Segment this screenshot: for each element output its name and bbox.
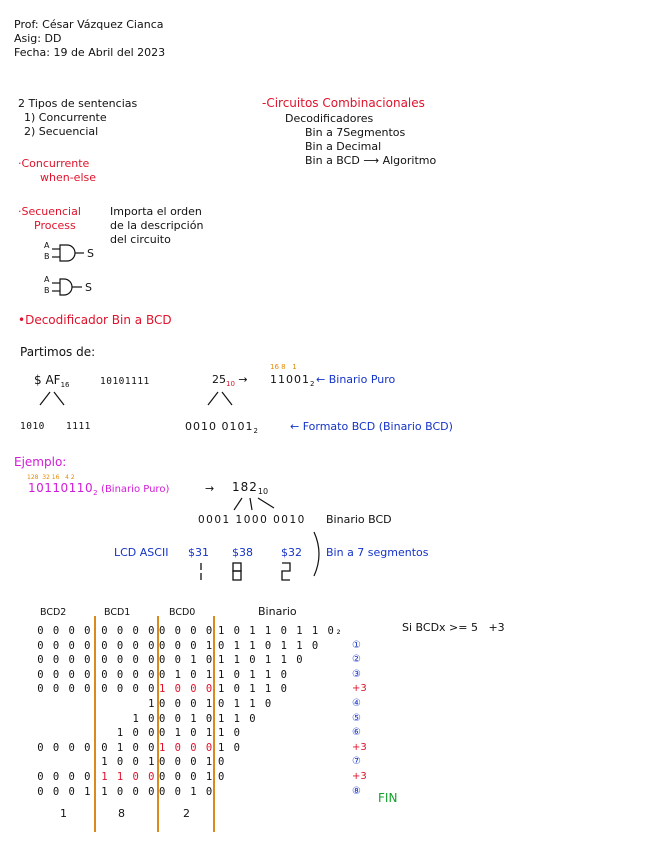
- concurrente-title: ·Concurrente: [18, 157, 90, 170]
- dec-bin-sub: 2: [310, 380, 315, 389]
- bcd0-cell: 0 0 0 1: [159, 771, 214, 783]
- bcd2-cell: 0 0 0 0: [37, 741, 92, 754]
- ejemplo-dec: [232, 480, 268, 496]
- step-marker: +3: [352, 683, 367, 695]
- prof-line: Prof: César Vázquez Cianca: [14, 18, 164, 31]
- circuitos-item-2: Bin a Decimal: [305, 140, 382, 153]
- ejemplo-bin-sub: 2: [93, 489, 98, 498]
- ejemplo-weights: 128 32 16 4 2: [27, 474, 75, 481]
- secuencial-note-2: de la descripción: [110, 219, 204, 232]
- binary-cell: 1 0 1 1 0 1 1 0₂: [218, 625, 344, 637]
- dec-weights: 16 8 1: [270, 363, 297, 371]
- ascii-3: $32: [281, 546, 302, 559]
- ejemplo-arrow-icon: →: [205, 482, 215, 495]
- step-marker: ②: [352, 654, 361, 666]
- table-row: [0, 640, 655, 654]
- bcd0-cell: 1 0 0 0: [159, 683, 214, 696]
- bcd1-cell: 1 0 0 1: [101, 756, 156, 769]
- binary-cell: 1 1 0 1 1 0: [218, 654, 305, 667]
- lcd-ascii-label: LCD ASCII: [114, 546, 169, 559]
- header-binario: Binario: [258, 605, 297, 618]
- dec-split-lines: [200, 390, 240, 408]
- ejemplo-split-lines: [228, 496, 278, 514]
- hex-example: [34, 373, 69, 389]
- secuencial-title: ·Secuencial: [18, 205, 81, 218]
- step-marker: ③: [352, 668, 361, 680]
- segment-digit-2: [282, 563, 290, 580]
- header-bcd2: BCD2: [40, 607, 67, 618]
- hex-value: $ AF: [34, 373, 61, 387]
- step-marker: ⑥: [352, 727, 361, 739]
- fin-label: FIN: [378, 791, 398, 805]
- tipos-item-2: 2) Secuencial: [24, 125, 99, 138]
- circuitos-item-1: Bin a 7Segmentos: [305, 126, 406, 139]
- brace-icon: [312, 530, 326, 578]
- bcd2-cell: 0 0 0 1: [37, 785, 92, 798]
- gate2-b-label: B: [44, 286, 50, 295]
- gate1-out-label: S: [87, 247, 94, 260]
- bcd1-cell: 1: [101, 698, 156, 710]
- final-digit-2: 2: [183, 807, 190, 820]
- ejemplo-bin-value: 10110110: [28, 481, 94, 495]
- ascii-1: $31: [188, 546, 209, 559]
- bcd2-cell: 0 0 0 0: [37, 683, 92, 696]
- step-marker: ⑦: [352, 756, 361, 768]
- table-row: [0, 742, 655, 756]
- bcd0-cell: 0 0 0 1: [159, 639, 214, 652]
- concurrente-sub: when-else: [40, 171, 96, 184]
- bcd1-cell: 1 1 0 0: [101, 771, 156, 783]
- binary-cell: 1 0 1 1 0: [218, 668, 289, 681]
- hex-right-split: 1111: [66, 421, 91, 432]
- circuitos-list: [285, 112, 436, 168]
- header-bcd0: BCD0: [169, 607, 196, 618]
- secuencial-note: [110, 205, 203, 247]
- fecha-line: Fecha: 19 de Abril del 2023: [14, 46, 166, 59]
- tipos-block: [18, 97, 137, 139]
- bcd2-cell: 0 0 0 0: [37, 668, 92, 681]
- bcd2-cell: 0 0 0 0: [37, 654, 92, 667]
- table-row: [0, 756, 655, 770]
- bcd1-cell: 0 0 0 0: [101, 668, 156, 681]
- asig-line: Asig: DD: [14, 32, 62, 45]
- bcd0-cell: 0 0 1 0: [159, 712, 214, 725]
- table-row: [0, 786, 655, 800]
- bcd1-cell: 0 1 0 0: [101, 741, 156, 754]
- dec-value: 25: [212, 373, 226, 386]
- gate1-a-label: A: [44, 241, 50, 250]
- circuitos-sub: Decodificadores: [285, 112, 374, 125]
- bcd1-cell: 0 0 0 0: [101, 625, 156, 637]
- table-row: [0, 625, 655, 639]
- secuencial-note-1: Importa el orden: [110, 205, 202, 218]
- dec-bcd-value: 0010 0101: [185, 420, 254, 433]
- ejemplo-bcd-label: Binario BCD: [326, 513, 392, 526]
- tipos-item-1: 1) Concurrente: [24, 111, 107, 124]
- table-row: [0, 654, 655, 668]
- bcd0-cell: 0 1 0 1: [159, 727, 214, 740]
- table-row: [0, 727, 655, 741]
- table-row: [0, 669, 655, 683]
- bcd2-cell: 0 0 0 0: [37, 625, 92, 637]
- ejemplo-bin: [28, 481, 169, 497]
- circuitos-item-3-result: Algoritmo: [382, 154, 437, 167]
- bcd1-cell: 1 0: [101, 712, 156, 725]
- circuitos-item-3-row: [285, 154, 436, 168]
- arrow-icon: ⟶: [363, 154, 380, 167]
- dec-bcd: [185, 420, 258, 435]
- secuencial-note-3: del circuito: [110, 233, 171, 246]
- binary-cell: 1 0 1 1 0: [218, 683, 289, 696]
- bcd1-cell: 1 0 0: [101, 727, 156, 740]
- segment-digit-8: [233, 563, 241, 580]
- step-marker: ⑧: [352, 785, 361, 797]
- bcd2-cell: 0 0 0 0: [37, 639, 92, 652]
- bcd1-cell: 0 0 0 0: [101, 639, 156, 652]
- step-marker: +3: [352, 741, 367, 753]
- binary-cell: 1 1 0: [218, 712, 258, 725]
- partimos-label: Partimos de:: [20, 345, 96, 359]
- gate2-diagram: [44, 275, 104, 301]
- bcd1-cell: 0 0 0 0: [101, 683, 156, 696]
- gate2-out-label: S: [85, 281, 92, 294]
- bcd0-cell: 0 0 1 0: [159, 654, 214, 667]
- step-marker: ①: [352, 639, 361, 651]
- bcd0-cell: 0 0 0 1: [159, 698, 214, 710]
- binary-cell: 1 0: [218, 727, 242, 740]
- final-digit-1: 1: [60, 807, 67, 820]
- dec-bin-value: 11001: [270, 373, 310, 386]
- bcd0-cell: 0 0 0 0: [159, 625, 214, 637]
- header-block: [14, 18, 165, 60]
- formato-bcd-label: ← Formato BCD (Binario BCD): [290, 420, 453, 433]
- hex-left-split: 1010: [20, 421, 45, 432]
- bcd0-cell: 0 1 0 1: [159, 668, 214, 681]
- table-row: [0, 683, 655, 697]
- ascii-2: $38: [232, 546, 253, 559]
- bcd0-cell: 0 0 1 0: [159, 785, 214, 798]
- step-marker: ⑤: [352, 712, 361, 724]
- table-row: [0, 771, 655, 785]
- hex-split-lines: [32, 390, 72, 408]
- seven-segment-digits: [195, 561, 325, 585]
- dec-sub: 10: [226, 380, 235, 389]
- dec-bin: [270, 373, 314, 388]
- ejemplo-bcd: 0001 1000 0010: [198, 514, 306, 526]
- ejemplo-dec-value: 182: [232, 480, 258, 494]
- table-row: [0, 698, 655, 712]
- binario-puro-label: ← Binario Puro: [316, 373, 396, 386]
- gate1-b-label: B: [44, 252, 50, 261]
- secuencial-sub: Process: [34, 219, 76, 232]
- table-rule: Si BCDx >= 5 +3: [402, 621, 505, 634]
- bcd0-cell: 1 0 0 0: [159, 741, 214, 754]
- circuitos-item-3: Bin a BCD: [305, 154, 360, 167]
- hex-bits: 10101111: [100, 376, 150, 387]
- dec-example: [212, 373, 248, 388]
- bcd1-cell: 0 0 0 0: [101, 654, 156, 667]
- table-row: [0, 713, 655, 727]
- ejemplo-title: Ejemplo:: [14, 455, 67, 469]
- dec-bcd-sub: 2: [253, 427, 258, 436]
- binary-cell: 0 1 1 0: [218, 698, 273, 710]
- circuitos-title: -Circuitos Combinacionales: [262, 96, 425, 110]
- bcd1-cell: 1 0 0 0: [101, 785, 156, 798]
- decodificador-title: •Decodificador Bin a BCD: [18, 313, 172, 327]
- seg-label: Bin a 7 segmentos: [326, 546, 429, 559]
- ejemplo-bin-label: (Binario Puro): [101, 484, 170, 495]
- gate2-a-label: A: [44, 275, 50, 284]
- dec-arrow-icon: →: [238, 373, 248, 386]
- binary-cell: 0 1 1 0 1 1 0: [218, 639, 320, 652]
- bcd0-cell: 0 0 0 1: [159, 756, 214, 769]
- hex-sub: 16: [60, 381, 70, 390]
- secuencial-block: [18, 205, 81, 233]
- binary-cell: 0: [218, 756, 226, 769]
- bcd2-cell: 0 0 0 0: [37, 771, 92, 783]
- tipos-title: 2 Tipos de sentencias: [18, 97, 138, 110]
- ejemplo-dec-sub: 10: [257, 487, 269, 497]
- step-marker: +3: [352, 771, 367, 782]
- and-gate-diagram: [44, 241, 104, 267]
- concurrente-block: [18, 157, 96, 185]
- header-bcd1: BCD1: [104, 607, 131, 618]
- binary-cell: 0: [218, 771, 226, 783]
- binary-cell: 1 0: [218, 741, 242, 754]
- and-gate-icon: [52, 242, 92, 264]
- step-marker: ④: [352, 698, 361, 709]
- final-digit-8: 8: [118, 807, 125, 820]
